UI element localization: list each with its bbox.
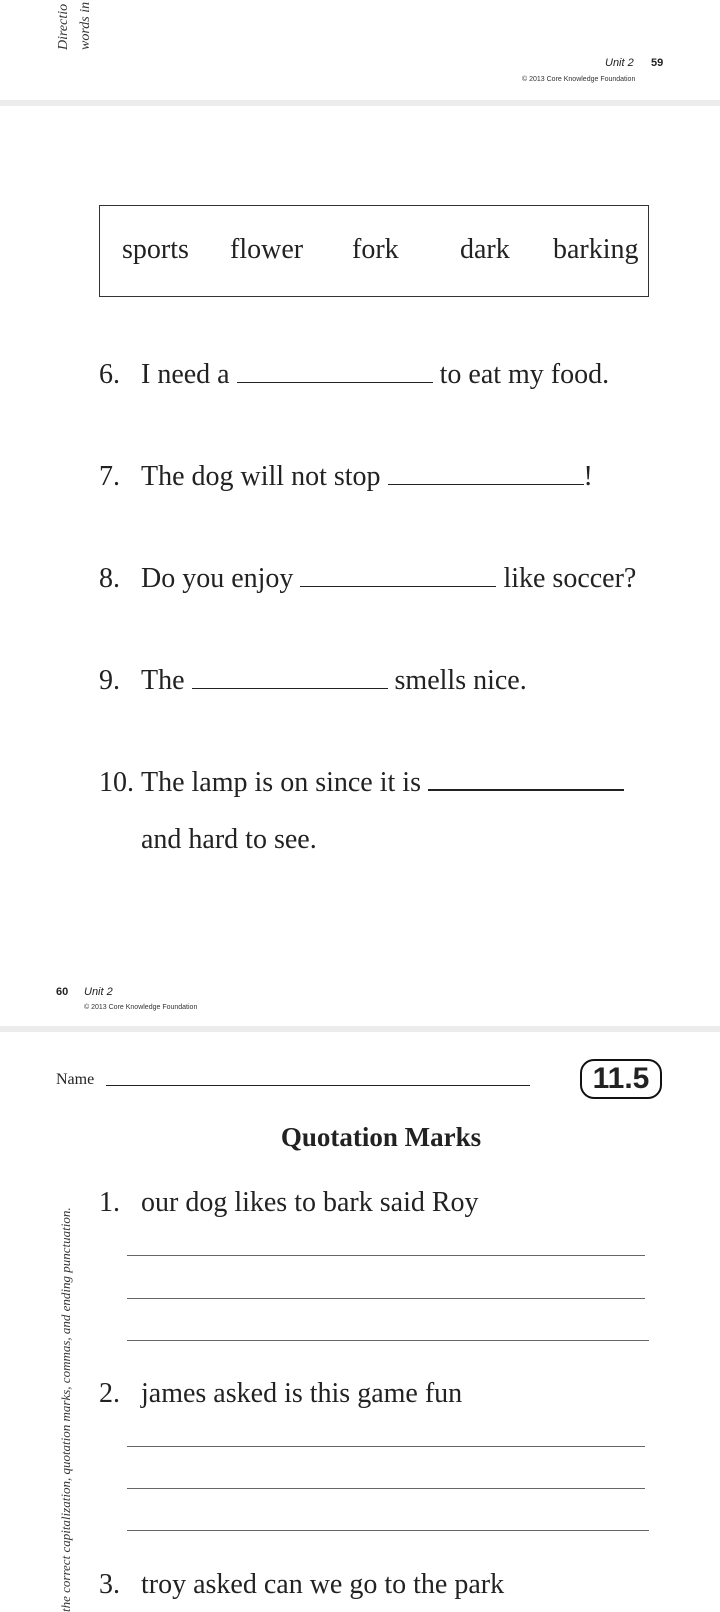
item-number: 1. xyxy=(99,1187,120,1218)
lesson-badge: 11.5 xyxy=(580,1059,662,1099)
question-text: The xyxy=(141,665,185,696)
item-number: 3. xyxy=(99,1569,120,1600)
word-bank-item: dark xyxy=(460,234,510,265)
item-text: troy asked can we go to the park xyxy=(141,1569,505,1600)
side-directions-top-1: Directio xyxy=(56,3,71,50)
question-text: smells nice. xyxy=(394,665,527,696)
answer-line[interactable] xyxy=(127,1446,645,1447)
answer-line[interactable] xyxy=(127,1298,645,1299)
answer-line[interactable] xyxy=(127,1255,645,1256)
side-directions: the correct capitalization, quotation marks, commas, and ending punctuation. xyxy=(58,1207,73,1612)
question-number: 9. xyxy=(99,665,120,696)
page-divider-top xyxy=(0,100,720,106)
page-divider-bottom xyxy=(0,1026,720,1032)
question-text: to eat my food. xyxy=(439,359,610,390)
answer-line[interactable] xyxy=(127,1488,645,1489)
question-text: The lamp is on since it is xyxy=(141,767,421,798)
top-copyright: © 2013 Core Knowledge Foundation xyxy=(522,76,636,83)
item-text: james asked is this game fun xyxy=(141,1378,463,1409)
word-bank-item: flower xyxy=(230,234,304,265)
answer-blank[interactable] xyxy=(428,767,624,791)
question-10-continuation: and hard to see. xyxy=(141,824,317,855)
side-directions-top-2: words in xyxy=(78,1,93,50)
question-number: 8. xyxy=(99,563,120,594)
answer-line[interactable] xyxy=(127,1530,649,1531)
question-text: Do you enjoy xyxy=(141,563,294,594)
page-title: Quotation Marks xyxy=(280,1122,482,1152)
question-number: 10. xyxy=(99,767,134,798)
question-text: The dog will not stop xyxy=(141,461,381,492)
question-text: like soccer? xyxy=(503,563,637,594)
question-number: 6. xyxy=(99,359,120,390)
answer-blank[interactable] xyxy=(192,666,388,689)
word-bank-item: fork xyxy=(352,234,399,265)
middle-copyright: © 2013 Core Knowledge Foundation xyxy=(84,1004,198,1011)
name-field[interactable] xyxy=(106,1085,530,1086)
question-number: 7. xyxy=(99,461,120,492)
name-label: Name xyxy=(56,1071,95,1088)
item-text: our dog likes to bark said Roy xyxy=(141,1187,479,1218)
answer-blank[interactable] xyxy=(388,462,584,485)
answer-line[interactable] xyxy=(127,1340,649,1341)
question-text: I need a xyxy=(141,359,230,390)
middle-unit-label: Unit 2 xyxy=(84,986,113,998)
top-unit-label: Unit 2 xyxy=(605,57,634,69)
word-bank-item: sports xyxy=(122,234,189,265)
word-bank-item: barking xyxy=(553,234,639,265)
question-text: ! xyxy=(583,461,593,492)
word-bank-box xyxy=(99,205,649,297)
answer-blank[interactable] xyxy=(300,564,496,587)
answer-blank[interactable] xyxy=(237,360,433,383)
middle-page-number: 60 xyxy=(56,986,69,998)
item-number: 2. xyxy=(99,1378,120,1409)
top-page-number: 59 xyxy=(651,57,664,69)
